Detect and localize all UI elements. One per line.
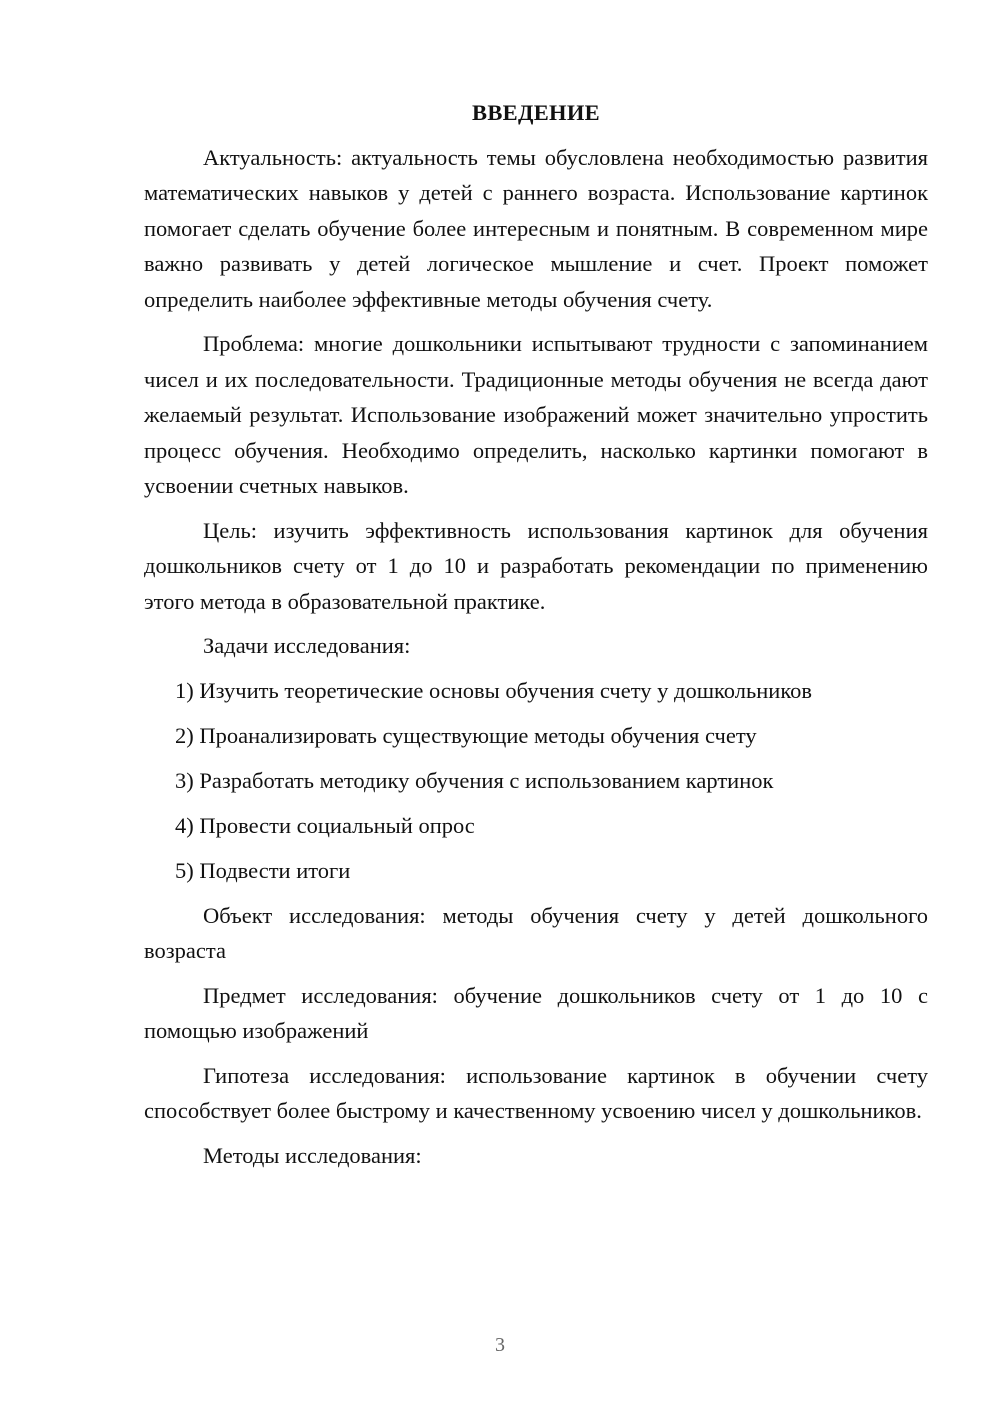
subject-paragraph: Предмет исследования: обучение дошкольников счету от 1 до 10 с помощью изображений — [144, 982, 928, 1043]
page-content — [144, 95, 928, 1182]
list-item: 3) Разработать методику обучения с использованием картинок — [175, 767, 774, 793]
relevance-paragraph: Актуальность: актуальность темы обусловлена необходимостью развития математических навыков у детей с раннего возраста. Использование картинок помогает сделать обучение более интересным и понятным. В современном мире важно развивать у детей логическое мышление и счет. Проект поможет определить наиболее эффективные методы обучения счету. — [144, 144, 928, 312]
tasks-heading: Задачи исследования: — [203, 633, 411, 658]
section-title: ВВЕДЕНИЕ — [472, 100, 600, 125]
list-item: 4) Провести социальный опрос — [175, 812, 475, 838]
list-item: 5) Подвести итоги — [175, 857, 351, 883]
page-number: 3 — [495, 1334, 505, 1356]
list-item: 1) Изучить теоретические основы обучения счету у дошкольников — [175, 677, 812, 703]
tasks-list — [144, 673, 928, 889]
list-item: 2) Проанализировать существующие методы обучения счету — [175, 722, 757, 748]
goal-paragraph: Цель: изучить эффективность использования картинок для обучения дошкольников счету от 1 до 10 и разработать рекомендации по применению этого метода в образовательной практике. — [144, 517, 928, 614]
methods-heading: Методы исследования: — [203, 1142, 422, 1168]
problem-paragraph: Проблема: многие дошкольники испытывают трудности с запоминанием чисел и их последовательности. Традиционные методы обучения не всегда дают желаемый результат. Использование изображений может значительно упростить процесс обучения. Необходимо определить, насколько картинки помогают в усвоении счетных навыков. — [144, 331, 928, 498]
hypothesis-paragraph: Гипотеза исследования: использование картинок в обучении счету способствует более быстрому и качественному усвоению чисел у дошкольников. — [144, 1062, 928, 1123]
object-paragraph: Объект исследования: методы обучения счету у детей дошкольного возраста — [144, 902, 928, 963]
